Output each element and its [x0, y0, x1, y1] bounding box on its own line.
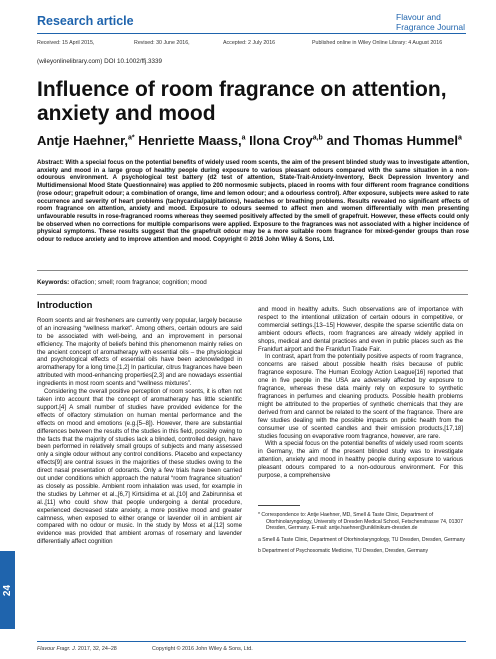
published-date: Published online in Wiley Online Library: 4 August 2016	[312, 40, 443, 46]
keywords	[37, 279, 207, 286]
author-name: Ilona Croy	[249, 133, 313, 148]
header-divider	[37, 33, 466, 34]
footer-citation	[37, 646, 117, 652]
keywords-bottom-divider	[37, 294, 468, 295]
affiliation-footnote-a: a Smell & Taste Clinic, Department of Otorhinolaryngology, TU Dresden, Dresden, Germany	[258, 536, 465, 543]
left-column	[37, 302, 242, 546]
body-paragraph: and mood in healthy adults. Such observations are of importance with respect to the intentional utilization of certain odours in competitive, or commercial settings.[13–15] However, despite the sparse scientific data on ambient odours effects, room fragrances are already widely applied in shops, medical and dental practices and even in public places such as the Frankfurt airport and the Frankfurt Trade Fair.	[258, 306, 463, 353]
author-affiliation: a	[241, 134, 246, 142]
body-paragraph: With a special focus on the potential benefits of widely used room scents in Germany, the aim of the present blinded study was to investigate attention, anxiety and mood in healthy people during exposure to various pleasant odours compared to a non-odourous environment. For this purpose, a comprehensive	[258, 440, 463, 480]
doi-line: (wileyonlinelibrary.com) DOI 10.1002/ffj.3339	[37, 58, 163, 65]
author-name: Antje Haehner,	[37, 133, 129, 148]
body-paragraph: Considering the overall positive perception of room scents, it is often not taken into account that the concept of aromatherapy has little scientific support.[4] A small number of studies have provided evidence for the effects of olfactory stimulation on human mental performance and the effects on mood and emotions (e.g.[5–8]). However, there are substantial differences between the results of the studies in this field, possibly owing to the facts that the majority of studies lack a blinded, controlled design, have been performed in relatively small groups of subjects and many assessed only a single odour without any control conditions. Placebo and expectancy effects[9] are central issues in the majorities of these studies owing to the direct nasal presentation of odorants. Only a few trials have been carried out under conditions which approach the natural “room fragrance situation” as closely as possible. Ambient room inhalation was used, for example in the studies by Lehrner et al.,[6,7] Kirtsidima et al.,[10] and Zabirunnisa et al.,[11] who could show that people undergoing a dental procedure, experienced decreased state anxiety, a more positive mood and greater calmness, when exposed to either orange or lavender oil in ambient air compared with no odour or music. In the study by Moss et al.[12] some evidence was provided that ambient aromas of rosemary and lavender differentially affect cognition	[37, 388, 242, 546]
footnotes	[258, 512, 466, 560]
accepted-date: Accepted: 2 July 2016	[223, 40, 276, 46]
affiliation-footnote-b: b Department of Psychosomatic Medicine, TU Dresden, Dresden, Germany	[258, 548, 429, 555]
author-list	[37, 133, 477, 148]
page-number-tab	[0, 551, 15, 629]
body-paragraph: In contrast, apart from the potentially positive aspects of room fragrance, concerns are raised about possible health risks because of public fragrance exposure. The Human Ecology Action League[16] reported that one in five people in the USA are adversely affected by exposure to fragrance, whereas these data mainly rely on exposure to synthetic fragrances in perfumes and cleaning products. Possible health problems might be attributed to the properties of synthetic chemicals that they are derived from and cannot be related to the scent of the fragrance. There are few studies dealing with the possible impacts on public health from the consumer use of scented candles and their emission products,[17,18] studies focusing on evaporative room fragrance, however, are rare.	[258, 353, 463, 440]
keywords-text: olfaction; smell; room fragrance; cognition; mood	[69, 279, 207, 286]
section-heading-introduction: Introduction	[37, 300, 93, 311]
abstract: Abstract: With a special focus on the potential benefits of widely used room scents, the aim of the present blinded study was to investigate attention, anxiety and mood in a large group of healthy people during exposure to various pleasant odours compared with the same situation in a non-odourous environment. A psychological test battery (d2 test of attention, State-Trait-Anxiety-Inventory, Beck Depression Inventory and Multidimensional Mood State Questionnaire) was applied to 200 normosmic subjects, placed in rooms with four different room fragrance conditions (rose odour; grapefruit odour; a combination of orange, lime and lemon odour; and a odourless control). After exposure, subjects were asked to rate occurrence and severity of heart problems (tachycardia/palpitations), headaches or breathing problems. Results revealed no significant effects of room fragrance on attention, anxiety and mood. Exposure to odours seemed to affect men and women differentially with men presenting unfavourable results in rose-fragranced rooms whereas they seemed positively affected by the smell of grapefruit. However, these effects could only be observed when no corrections for multiple comparisons were applied. Exposure to the fragrances was not associated with a higher incidence of physical symptoms. These results suggest that the grapefruit odour may be a more suitable room fragrance for mixed-gender groups than rose odour to reduce anxiety and to improve attention and mood. Copyright © 2016 John Wiley & Sons, Ltd.	[37, 159, 469, 244]
revised-date: Revised: 30 June 2016,	[134, 40, 190, 46]
article-title: Influence of room fragrance on attention, anxiety and mood	[37, 78, 447, 125]
author-name: Henriette Maass,	[138, 133, 242, 148]
keywords-top-divider	[37, 270, 468, 271]
page-number: 24	[2, 584, 13, 596]
author-name: and Thomas Hummel	[326, 133, 458, 148]
right-column	[258, 306, 463, 480]
journal-abbreviation: Flavour Fragr. J.	[37, 646, 77, 652]
journal-name: Flavour and Fragrance Journal	[396, 12, 465, 32]
article-type-label: Research article	[37, 14, 134, 28]
author-affiliation: a*	[128, 134, 135, 142]
keywords-label: Keywords:	[37, 279, 70, 286]
footnote-divider	[258, 505, 300, 506]
received-date: Received: 15 April 2015,	[37, 40, 95, 46]
footer-divider	[37, 641, 466, 642]
correspondence-footnote: * Correspondence to: Antje Haehner, MD, Smell & Taste Clinic, Department of Otorhinolaryngology, University of Dresden Medical School, Fetschenstrasse 74, 01307 Dresden, Germany. E-mail: antje.haehner@uniklinikum-dresden.de	[258, 512, 463, 532]
author-affiliation: a	[457, 134, 462, 142]
volume-info: 2017, 32, 24–28	[76, 646, 117, 652]
author-affiliation: a,b	[312, 134, 323, 142]
footer-copyright: Copyright © 2016 John Wiley & Sons, Ltd.	[152, 646, 253, 652]
body-paragraph: Room scents and air fresheners are currently very popular, largely because of an increasing “wellness market”. Among others, certain odours are said to be associated with well-being, and an improvement in personal efficiency. The majority of beliefs behind this phenomenon mainly relies on the ancient concept of aromatherapy with essential oils – the physiological and psychological effects of essential oils have been acknowledged in aromatherapy for a long time.[1,2] In particular, citrus fragrances have been attributed with mood-enhancing properties[2,3] and are nowadays essential ingredients in most room scents and “wellness mixtures”.	[37, 316, 242, 388]
